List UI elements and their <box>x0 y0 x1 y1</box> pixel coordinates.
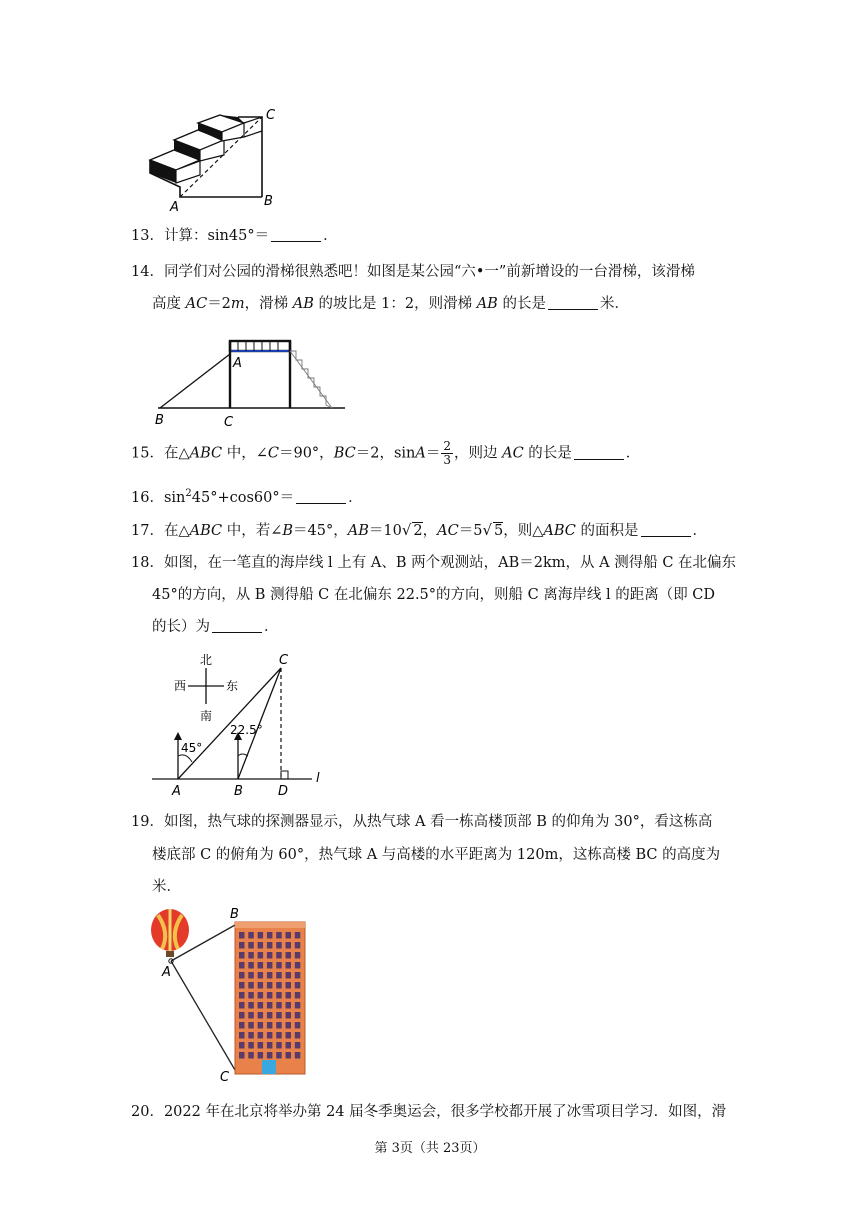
building-window <box>258 972 264 979</box>
building-window <box>276 952 282 959</box>
building-window <box>295 972 301 979</box>
building-window <box>248 992 254 999</box>
q15-t8: ． <box>625 445 641 462</box>
building-window <box>239 982 245 989</box>
building-window <box>239 942 245 949</box>
q15-t1: 在△ <box>163 445 190 462</box>
building-window <box>295 932 301 939</box>
q17-t7: ，则△ <box>503 523 544 539</box>
building-label-b: B <box>230 907 239 922</box>
building-window <box>295 962 301 969</box>
stairs-label-c: C <box>266 108 276 123</box>
building-window <box>276 1002 282 1009</box>
building-window <box>267 1012 273 1019</box>
building-label-c: C <box>220 1070 230 1085</box>
q18-line1: 如图，在一笔直的海岸线 l 上有 A、B 两个观测站，AB＝2km，从 A 测得船 C 在北偏东 <box>163 555 737 571</box>
building-window <box>286 952 292 959</box>
q15-c: C <box>267 445 279 462</box>
building-window <box>239 1002 245 1009</box>
stairs-figure <box>140 105 290 215</box>
building-window <box>267 1022 273 1029</box>
building-window <box>267 942 273 949</box>
building-window <box>276 1042 282 1049</box>
building-window <box>295 1042 301 1049</box>
building-window <box>276 932 282 939</box>
building-window <box>248 942 254 949</box>
building-window <box>267 952 273 959</box>
building-window <box>276 942 282 949</box>
building-window <box>286 1042 292 1049</box>
q15-number: 15． <box>131 445 164 462</box>
compass-west: 西 <box>174 679 187 693</box>
building-window <box>286 1052 292 1059</box>
q15-t5: ＝ <box>425 445 441 462</box>
building-window <box>248 932 254 939</box>
building-window <box>295 1012 301 1019</box>
building-window <box>286 942 292 949</box>
balloon-label-a: A <box>162 965 171 980</box>
compass-south: 南 <box>200 709 213 723</box>
building-window <box>248 1032 254 1039</box>
q15-answer-blank[interactable] <box>574 445 624 460</box>
q17-abc: ABC <box>189 523 223 539</box>
building-window <box>239 952 245 959</box>
building-window <box>248 952 254 959</box>
building-window <box>267 1002 273 1009</box>
q16-answer-blank[interactable] <box>296 489 346 504</box>
q14-var-ab2: AB <box>476 296 498 312</box>
q16-t3: ． <box>348 489 363 506</box>
building-window <box>295 992 301 999</box>
q17-ac: AC <box>437 523 459 539</box>
q17-b: B <box>282 523 294 539</box>
building-window <box>286 982 292 989</box>
q19-number: 19． <box>131 814 164 830</box>
coast-label-d: D <box>278 784 289 799</box>
q17-t4: ＝10 <box>368 523 402 539</box>
building-window <box>276 1012 282 1019</box>
building-window <box>286 972 292 979</box>
q13-text: 计算：sin45°＝ <box>163 228 270 244</box>
building-window <box>258 1002 264 1009</box>
q13-answer-blank[interactable] <box>271 227 321 242</box>
coast-label-l: l <box>316 771 320 786</box>
compass-north: 北 <box>200 653 213 667</box>
building-window <box>276 1022 282 1029</box>
q17-abc2: ABC <box>543 523 576 539</box>
building-window <box>248 1022 254 1029</box>
q15-fraction <box>441 440 453 467</box>
building-window <box>286 962 292 969</box>
building-window <box>267 962 273 969</box>
building-window <box>295 1002 301 1009</box>
q14-text-e: 的长是 <box>497 296 546 312</box>
building-window <box>258 952 264 959</box>
building-window <box>239 992 245 999</box>
q19-line1: 如图，热气球的探测器显示，从热气球 A 看一栋高楼顶部 B 的仰角为 30°，看这栋高 <box>163 814 713 830</box>
building-window <box>239 962 245 969</box>
q16-t1: sin <box>163 489 186 506</box>
q15-frac-den: 3 <box>443 453 451 467</box>
q17-t3: ＝45°， <box>293 523 348 539</box>
building-window <box>258 1012 264 1019</box>
coast-angle-45: 45° <box>181 741 203 755</box>
building-window <box>276 962 282 969</box>
building-window <box>276 1032 282 1039</box>
building-window <box>239 1022 245 1029</box>
building-window <box>286 1002 292 1009</box>
question-19-line2 <box>152 845 720 865</box>
building-window <box>286 932 292 939</box>
q18-line2: 45°的方向，从 B 测得船 C 在北偏东 22.5°的方向，则船 C 离海岸线 l 的距离（即 CD <box>152 587 716 603</box>
coast-label-a: A <box>172 784 181 799</box>
question-17: 17．在△ABC 中，若∠B＝45°，AB＝10√ 2，AC＝5√ 5，则△ABC 的面积是 ． <box>131 521 707 539</box>
building-window <box>267 1042 273 1049</box>
building-window <box>239 1052 245 1059</box>
building-window <box>258 1022 264 1029</box>
building-window <box>267 982 273 989</box>
building-window <box>286 1032 292 1039</box>
q18-number: 18． <box>131 555 164 571</box>
building-window <box>267 932 273 939</box>
q15-t3: ＝90°， <box>278 445 334 462</box>
q16-number: 16． <box>131 489 164 506</box>
q15-a: A <box>415 445 426 462</box>
building-window <box>248 972 254 979</box>
building-window <box>239 972 245 979</box>
building-window <box>295 1032 301 1039</box>
building-window <box>267 1032 273 1039</box>
q17-t9: ． <box>692 523 707 539</box>
coast-figure <box>148 648 348 798</box>
building-window <box>258 1052 264 1059</box>
slide-label-c: C <box>224 415 234 430</box>
slide-label-b: B <box>155 413 164 428</box>
q17-ab: AB <box>347 523 369 539</box>
question-19-line3 <box>152 877 181 897</box>
coast-label-c: C <box>279 653 289 668</box>
q20-line1: 2022 年在北京将举办第 24 届冬季奥运会，很多学校都开展了冰雪项目学习．如图，滑 <box>163 1104 727 1120</box>
question-15 <box>131 440 640 467</box>
slide-label-a: A <box>233 356 242 371</box>
compass-east: 东 <box>226 679 239 693</box>
q14-number: 14． <box>131 264 164 280</box>
q14-unit-m: m <box>230 296 245 312</box>
q17-answer-blank[interactable] <box>641 522 691 537</box>
q19-line3: 米． <box>152 879 181 895</box>
q14-answer-blank[interactable] <box>548 295 598 310</box>
building-window <box>276 1052 282 1059</box>
building-window <box>239 1042 245 1049</box>
question-18-line2 <box>152 585 715 605</box>
building-window <box>258 1032 264 1039</box>
q16-sup: 2 <box>185 488 192 499</box>
q14-text-f: 米． <box>599 296 629 312</box>
building-window <box>295 982 301 989</box>
q14-var-ac: AC <box>185 296 208 312</box>
q16-t2: 45°+cos60°＝ <box>191 489 295 506</box>
slide-figure <box>150 336 350 431</box>
q18-line3: 的长）为 <box>152 619 210 635</box>
q15-bc: BC <box>333 445 356 462</box>
q14-text-b: ＝2 <box>207 296 231 312</box>
building-window <box>295 942 301 949</box>
question-14-line2 <box>152 294 629 314</box>
building-window <box>258 1042 264 1049</box>
building-window <box>286 1012 292 1019</box>
q17-number: 17． <box>131 523 164 539</box>
q18-answer-blank[interactable] <box>212 618 262 633</box>
q15-frac-num: 2 <box>443 439 451 453</box>
building-window <box>267 992 273 999</box>
stairs-label-b: B <box>264 194 273 209</box>
question-14-line1 <box>131 262 695 282</box>
question-20-line1 <box>131 1102 726 1122</box>
building-window <box>248 1012 254 1019</box>
building-window <box>258 992 264 999</box>
question-16 <box>131 484 363 508</box>
q14-line1: 同学们对公园的滑梯很熟悉吧！如图是某公园“六•一”前新增设的一台滑梯，该滑梯 <box>163 264 695 280</box>
building-window <box>276 972 282 979</box>
question-18-line3 <box>152 617 279 637</box>
building-window <box>276 982 282 989</box>
building-window <box>286 1022 292 1029</box>
q15-abc: ABC <box>189 445 223 462</box>
q14-var-ab: AB <box>292 296 314 312</box>
q15-t2: 中，∠ <box>222 445 268 462</box>
building-window <box>295 1022 301 1029</box>
building-window <box>239 1012 245 1019</box>
question-13 <box>131 226 338 246</box>
building-window <box>276 992 282 999</box>
q17-t8: 的面积是 <box>575 523 639 539</box>
building-window <box>267 1052 273 1059</box>
q15-t4: ＝2，sin <box>355 445 416 462</box>
building-window <box>248 1052 254 1059</box>
building-window <box>295 1052 301 1059</box>
q20-number: 20． <box>131 1104 164 1120</box>
building-window <box>248 962 254 969</box>
q15-ac: AC <box>502 445 524 462</box>
q14-text-d: 的坡比是 1：2，则滑梯 <box>313 296 477 312</box>
q17-sqrt1: 2 <box>413 523 423 539</box>
building-window <box>286 992 292 999</box>
q15-t7: 的长是 <box>523 445 572 462</box>
q14-text-a: 高度 <box>152 296 186 312</box>
building-window <box>258 932 264 939</box>
coast-label-b: B <box>234 784 243 799</box>
coast-angle-22-5: 22.5° <box>230 723 263 737</box>
stairs-label-a: A <box>170 200 179 215</box>
q13-end: ． <box>323 228 338 244</box>
building-window <box>239 932 245 939</box>
q17-t2: 中，若∠ <box>222 523 283 539</box>
q17-sqrt2: 5 <box>494 523 504 539</box>
q13-number: 13． <box>131 228 164 244</box>
building-window <box>267 972 273 979</box>
building-window <box>248 1042 254 1049</box>
q17-t1: 在△ <box>163 523 190 539</box>
building-window <box>258 982 264 989</box>
building-window <box>239 1032 245 1039</box>
q19-line2: 楼底部 C 的俯角为 60°，热气球 A 与高楼的水平距离为 120m，这栋高楼 BC 的高度为 <box>152 847 721 863</box>
q15-t6: ，则边 <box>454 445 503 462</box>
q17-t5: ， <box>422 523 438 539</box>
q14-text-c: ，滑梯 <box>244 296 293 312</box>
building-window <box>258 942 264 949</box>
building-window <box>295 952 301 959</box>
q17-t6: ＝5 <box>458 523 483 539</box>
balloon-building-figure <box>140 905 320 1085</box>
question-18-line1 <box>131 553 736 573</box>
building-window <box>248 1002 254 1009</box>
question-19-line1 <box>131 812 712 832</box>
building-window <box>258 962 264 969</box>
page-footer: 第 3页（共 23页） <box>374 1141 486 1156</box>
building-window <box>248 982 254 989</box>
q18-line3-end: ． <box>264 619 279 635</box>
